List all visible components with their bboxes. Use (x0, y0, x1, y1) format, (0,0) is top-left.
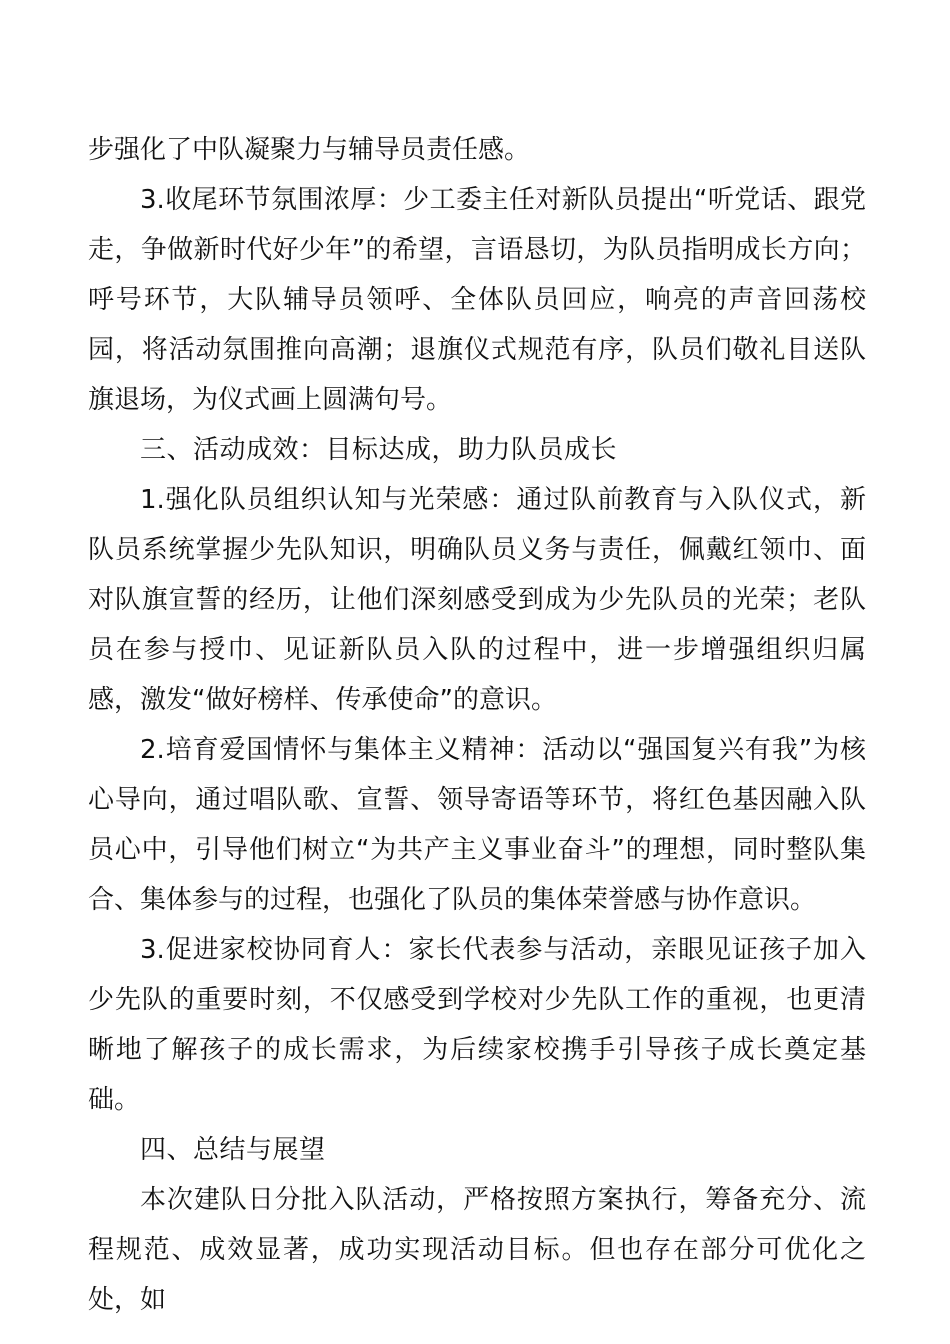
paragraph-summary: 本次建队日分批入队活动，严格按照方案执行，筹备充分、流程规范、成效显著，成功实现活动目标。但也存在部分可优化之处，如 (88, 1185, 866, 1315)
paragraph-closing-ceremony: 3.收尾环节氛围浓厚：少工委主任对新队员提出“听党话、跟党走，争做新时代好少年”的希望，言语恳切，为队员指明成长方向；呼号环节，大队辅导员领呼、全体队员回应，响亮的声音回荡校园，将活动氛围推向高潮；退旗仪式规范有序，队员们敬礼目送队旗退场，为仪式画上圆满句号。 (88, 185, 866, 415)
paragraph-continuation: 步强化了中队凝聚力与辅导员责任感。 (88, 135, 531, 165)
section-heading-summary: 四、总结与展望 (140, 1135, 326, 1165)
section-heading-effects: 三、活动成效：目标达成，助力队员成长 (140, 435, 618, 465)
paragraph-effect-3: 3.促进家校协同育人：家长代表参与活动，亲眼见证孩子加入少先队的重要时刻，不仅感受到学校对少先队工作的重视，也更清晰地了解孩子的成长需求，为后续家校携手引导孩子成长奠定基础。 (88, 935, 866, 1115)
paragraph-effect-1: 1.强化队员组织认知与光荣感：通过队前教育与入队仪式，新队员系统掌握少先队知识，明确队员义务与责任，佩戴红领巾、面对队旗宣誓的经历，让他们深刻感受到成为少先队员的光荣；老队员在参与授巾、见证新队员入队的过程中，进一步增强组织归属感，激发“做好榜样、传承使命”的意识。 (88, 485, 866, 715)
paragraph-effect-2: 2.培育爱国情怀与集体主义精神：活动以“强国复兴有我”为核心导向，通过唱队歌、宣誓、领导寄语等环节，将红色基因融入队员心中，引导他们树立“为共产主义事业奋斗”的理想，同时整队集合、集体参与的过程，也强化了队员的集体荣誉感与协作意识。 (88, 735, 866, 915)
document-body (88, 125, 866, 1325)
